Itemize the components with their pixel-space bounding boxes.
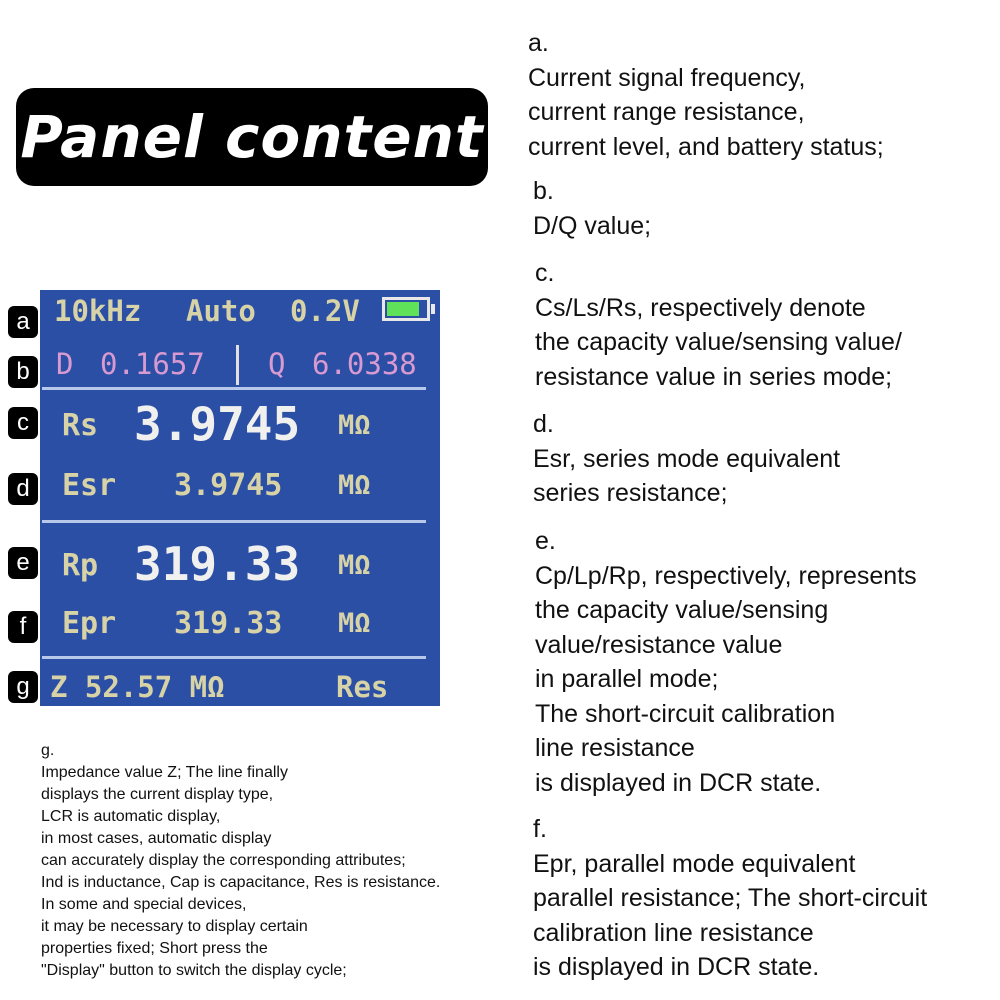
description-line: series resistance; (533, 479, 728, 507)
epr-label: Epr (62, 606, 117, 641)
label-a: a (8, 306, 38, 338)
description-line: calibration line resistance (533, 918, 814, 947)
description-line: The short-circuit calibration (535, 699, 836, 728)
description-e (535, 524, 917, 800)
rs-unit: MΩ (338, 410, 371, 441)
label-c: c (8, 407, 38, 439)
description-line: the capacity value/sensing (535, 596, 829, 624)
description-line: Esr, series mode equivalent (533, 444, 841, 473)
label-g: g (8, 671, 38, 703)
description-line: D/Q value; (533, 211, 652, 240)
description-line: Ind is inductance, Cap is capacitance, Res is resistance. (41, 874, 441, 891)
description-line: b. (533, 177, 554, 205)
description-g (41, 740, 440, 982)
description-line: e. (535, 527, 556, 555)
description-line: in most cases, automatic display (41, 830, 272, 847)
description-line: is displayed in DCR state. (535, 768, 822, 797)
description-line: c. (535, 259, 555, 287)
rp-value: 319.33 (134, 537, 301, 591)
description-line: current level, and battery status; (528, 132, 884, 161)
description-line: value/resistance value (535, 630, 783, 659)
battery-icon (382, 297, 430, 321)
description-line: Cp/Lp/Rp, respectively, represents (535, 561, 917, 590)
d-label: D (56, 347, 74, 381)
divider-1 (42, 387, 426, 390)
description-b (533, 174, 651, 243)
description-line: in parallel mode; (535, 665, 719, 693)
description-a (528, 26, 884, 164)
description-line: Current signal frequency, (528, 63, 806, 92)
description-f (533, 812, 927, 985)
description-line: it may be necessary to display certain (41, 918, 308, 935)
divider-3 (42, 656, 426, 659)
page-title: Panel content (20, 103, 484, 171)
label-d: d (8, 473, 38, 505)
q-label: Q (268, 347, 286, 381)
esr-label: Esr (62, 468, 117, 503)
description-line: g. (41, 742, 55, 759)
description-line: parallel resistance; The short-circuit (533, 884, 928, 912)
description-line: line resistance (535, 734, 695, 762)
label-e: e (8, 547, 38, 579)
q-value: 6.0338 (312, 347, 417, 381)
label-b: b (8, 356, 38, 388)
description-line: In some and special devices, (41, 896, 247, 913)
description-line: current range resistance, (528, 98, 805, 126)
description-line: a. (528, 29, 549, 57)
description-line: properties fixed; Short press the (41, 940, 268, 957)
rs-label: Rs (62, 408, 99, 443)
divider-2 (42, 520, 426, 523)
description-line: Cs/Ls/Rs, respectively denote (535, 293, 866, 322)
frequency-readout: 10kHz (54, 294, 142, 328)
description-line: "Display" button to switch the display cycle; (41, 962, 347, 979)
epr-value: 319.33 (174, 606, 283, 641)
description-line: displays the current display type, (41, 786, 274, 803)
description-line: is displayed in DCR state. (533, 953, 820, 981)
label-f: f (8, 611, 38, 643)
battery-tip (431, 304, 435, 314)
level-readout: 0.2V (290, 294, 360, 328)
description-d (533, 407, 840, 511)
description-line: d. (533, 410, 554, 438)
d-value: 0.1657 (100, 347, 205, 381)
battery-fill (387, 302, 419, 316)
description-line: Epr, parallel mode equivalent (533, 849, 856, 878)
description-line: the capacity value/sensing value/ (535, 328, 902, 356)
description-line: LCR is automatic display, (41, 808, 221, 825)
rp-unit: MΩ (338, 550, 371, 581)
description-line: f. (533, 815, 547, 843)
title-banner (16, 88, 488, 186)
esr-unit: MΩ (338, 470, 371, 501)
description-line: Impedance value Z; The line finally (41, 764, 288, 781)
esr-value: 3.9745 (174, 468, 283, 503)
description-line: can accurately display the corresponding attributes; (41, 852, 406, 869)
rp-label: Rp (62, 548, 99, 583)
impedance-readout: Z 52.57 MΩ (50, 670, 225, 704)
dq-separator (236, 345, 239, 385)
rs-value: 3.9745 (134, 397, 301, 451)
description-line: resistance value in series mode; (535, 362, 893, 391)
display-mode: Res (336, 670, 389, 704)
description-c (535, 256, 902, 394)
range-readout: Auto (186, 294, 256, 328)
epr-unit: MΩ (338, 608, 371, 639)
